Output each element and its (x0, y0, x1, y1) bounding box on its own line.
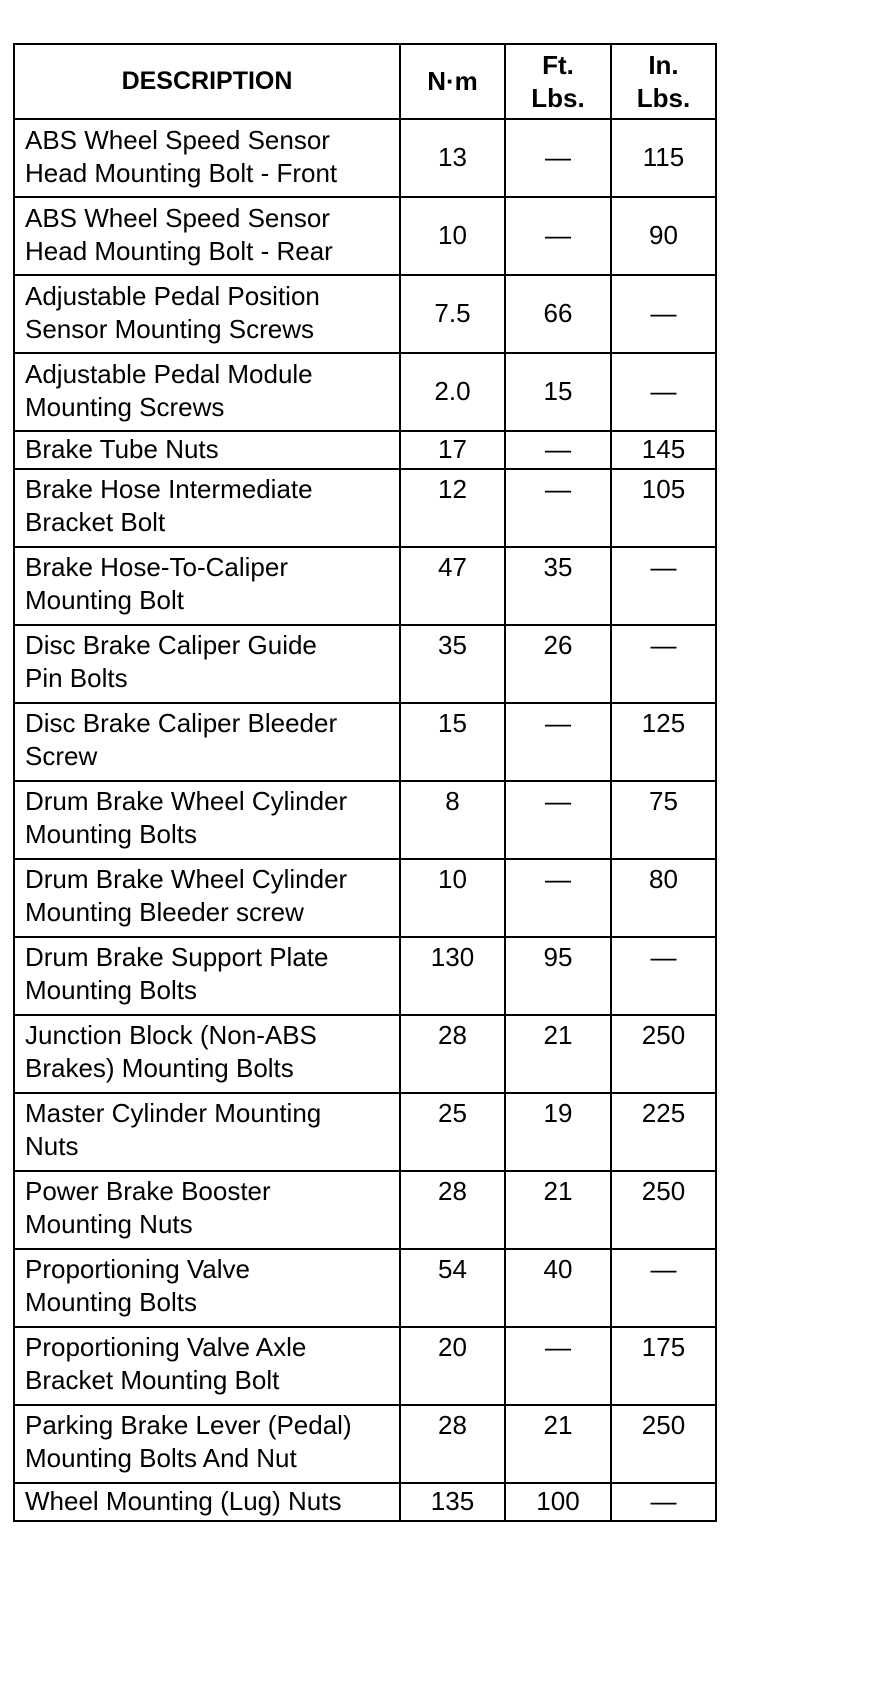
header-row (14, 44, 716, 119)
cell-inch-pounds: 225 (611, 1093, 716, 1171)
cell-description (14, 469, 400, 547)
description-line2: Mounting Bleeder screw (25, 897, 304, 927)
description-line2: Brakes) Mounting Bolts (25, 1053, 294, 1083)
cell-inch-pounds: 175 (611, 1327, 716, 1405)
column-header-inch-pounds-line1: In. (648, 49, 679, 80)
cell-newton-meters: 28 (400, 1015, 505, 1093)
cell-inch-pounds: 90 (611, 197, 716, 275)
description-line1: ABS Wheel Speed Sensor (25, 125, 330, 155)
cell-newton-meters: 130 (400, 937, 505, 1015)
cell-newton-meters: 25 (400, 1093, 505, 1171)
cell-description (14, 1483, 400, 1521)
cell-newton-meters: 7.5 (400, 275, 505, 353)
table-row (14, 197, 716, 275)
table-body (14, 119, 716, 1521)
description-line2: Mounting Bolts And Nut (25, 1443, 297, 1473)
cell-inch-pounds: — (611, 547, 716, 625)
description-line1: Brake Hose-To-Caliper (25, 552, 288, 582)
cell-description (14, 625, 400, 703)
cell-description (14, 353, 400, 431)
description-line2: Bracket Bolt (25, 507, 166, 537)
description-line1: Master Cylinder Mounting (25, 1098, 322, 1128)
column-header-foot-pounds-line2: Lbs. (531, 82, 585, 113)
cell-description (14, 1171, 400, 1249)
cell-newton-meters: 10 (400, 197, 505, 275)
cell-newton-meters: 28 (400, 1171, 505, 1249)
cell-foot-pounds: — (505, 859, 611, 937)
description-line1: Junction Block (Non-ABS (25, 1020, 317, 1050)
column-header-foot-pounds (505, 44, 611, 119)
column-header-inch-pounds-line2: Lbs. (636, 82, 691, 113)
cell-description (14, 119, 400, 197)
cell-inch-pounds: 250 (611, 1405, 716, 1483)
cell-description (14, 1405, 400, 1483)
description-line2: Bracket Mounting Bolt (25, 1365, 280, 1395)
cell-description (14, 1327, 400, 1405)
description-line1: Drum Brake Wheel Cylinder (25, 786, 348, 816)
cell-inch-pounds: 125 (611, 703, 716, 781)
cell-newton-meters: 54 (400, 1249, 505, 1327)
cell-newton-meters: 2.0 (400, 353, 505, 431)
table-row (14, 119, 716, 197)
cell-description (14, 859, 400, 937)
cell-inch-pounds: 115 (611, 119, 716, 197)
description-line1: ABS Wheel Speed Sensor (25, 203, 330, 233)
table-row (14, 859, 716, 937)
table-row (14, 431, 716, 469)
description-line2: Mounting Bolts (25, 1287, 197, 1317)
torque-specification-table (13, 43, 717, 1522)
cell-description (14, 197, 400, 275)
cell-newton-meters: 10 (400, 859, 505, 937)
description-line1: Proportioning Valve (25, 1254, 250, 1284)
description-line2: Mounting Nuts (25, 1209, 193, 1239)
description-line2: Pin Bolts (25, 663, 128, 693)
cell-description (14, 703, 400, 781)
cell-foot-pounds: 100 (505, 1483, 611, 1521)
cell-description (14, 431, 400, 469)
cell-inch-pounds: 80 (611, 859, 716, 937)
cell-description (14, 275, 400, 353)
table-header (14, 44, 716, 119)
description-line2: Head Mounting Bolt - Front (25, 158, 338, 188)
column-header-foot-pounds-line1: Ft. (542, 49, 574, 80)
cell-inch-pounds: — (611, 625, 716, 703)
cell-foot-pounds: 26 (505, 625, 611, 703)
column-header-newton-meters: N·m (400, 44, 505, 119)
cell-foot-pounds: 40 (505, 1249, 611, 1327)
cell-newton-meters: 17 (400, 431, 505, 469)
cell-newton-meters: 13 (400, 119, 505, 197)
table-row (14, 781, 716, 859)
table-row (14, 1483, 716, 1521)
cell-inch-pounds: — (611, 275, 716, 353)
cell-foot-pounds: 21 (505, 1171, 611, 1249)
table-row (14, 1405, 716, 1483)
cell-foot-pounds: — (505, 1327, 611, 1405)
cell-inch-pounds: 145 (611, 431, 716, 469)
cell-newton-meters: 35 (400, 625, 505, 703)
cell-description (14, 937, 400, 1015)
cell-description (14, 1249, 400, 1327)
cell-newton-meters: 15 (400, 703, 505, 781)
cell-description (14, 781, 400, 859)
description-line1: Drum Brake Wheel Cylinder (25, 864, 348, 894)
cell-newton-meters: 12 (400, 469, 505, 547)
cell-foot-pounds: 95 (505, 937, 611, 1015)
cell-inch-pounds: — (611, 1249, 716, 1327)
cell-inch-pounds: — (611, 1483, 716, 1521)
description-line1: Proportioning Valve Axle (25, 1332, 307, 1362)
cell-foot-pounds: 21 (505, 1015, 611, 1093)
description-line1: Power Brake Booster (25, 1176, 271, 1206)
cell-newton-meters: 8 (400, 781, 505, 859)
cell-newton-meters: 135 (400, 1483, 505, 1521)
cell-foot-pounds: — (505, 197, 611, 275)
cell-inch-pounds: 105 (611, 469, 716, 547)
table-row (14, 547, 716, 625)
table-row (14, 275, 716, 353)
cell-inch-pounds: 250 (611, 1015, 716, 1093)
description-line1: Brake Hose Intermediate (25, 474, 313, 504)
table-row (14, 937, 716, 1015)
description-line1: Adjustable Pedal Position (25, 281, 320, 311)
cell-foot-pounds: — (505, 703, 611, 781)
table-row (14, 1015, 716, 1093)
cell-newton-meters: 20 (400, 1327, 505, 1405)
description-line1: Parking Brake Lever (Pedal) (25, 1410, 352, 1440)
cell-foot-pounds: 66 (505, 275, 611, 353)
column-header-description: DESCRIPTION (14, 44, 400, 119)
description-line2: Sensor Mounting Screws (25, 314, 315, 344)
cell-foot-pounds: — (505, 431, 611, 469)
table-row (14, 625, 716, 703)
column-header-inch-pounds (611, 44, 716, 119)
cell-foot-pounds: — (505, 781, 611, 859)
cell-description (14, 547, 400, 625)
description-line2: Mounting Bolt (25, 585, 184, 615)
description-line2: Head Mounting Bolt - Rear (25, 236, 333, 266)
description-line2: Nuts (25, 1131, 79, 1161)
table-row (14, 1327, 716, 1405)
cell-inch-pounds: — (611, 937, 716, 1015)
table-row (14, 469, 716, 547)
description-line2: Screw (25, 741, 98, 771)
description-line1: Adjustable Pedal Module (25, 359, 313, 389)
cell-inch-pounds: — (611, 353, 716, 431)
cell-description (14, 1015, 400, 1093)
cell-foot-pounds: — (505, 469, 611, 547)
cell-foot-pounds: 35 (505, 547, 611, 625)
description-line1: Disc Brake Caliper Bleeder (25, 708, 338, 738)
table-row (14, 1249, 716, 1327)
description-line2: Mounting Screws (25, 392, 225, 422)
cell-foot-pounds: — (505, 119, 611, 197)
cell-inch-pounds: 75 (611, 781, 716, 859)
cell-inch-pounds: 250 (611, 1171, 716, 1249)
description-line1: Brake Tube Nuts (25, 434, 219, 464)
description-line1: Wheel Mounting (Lug) Nuts (25, 1486, 342, 1516)
description-line1: Disc Brake Caliper Guide (25, 630, 317, 660)
cell-foot-pounds: 15 (505, 353, 611, 431)
cell-newton-meters: 28 (400, 1405, 505, 1483)
table-row (14, 703, 716, 781)
cell-foot-pounds: 21 (505, 1405, 611, 1483)
cell-foot-pounds: 19 (505, 1093, 611, 1171)
table-row (14, 1093, 716, 1171)
cell-description (14, 1093, 400, 1171)
cell-newton-meters: 47 (400, 547, 505, 625)
table-row (14, 1171, 716, 1249)
table-row (14, 353, 716, 431)
description-line2: Mounting Bolts (25, 819, 197, 849)
description-line2: Mounting Bolts (25, 975, 197, 1005)
description-line1: Drum Brake Support Plate (25, 942, 329, 972)
